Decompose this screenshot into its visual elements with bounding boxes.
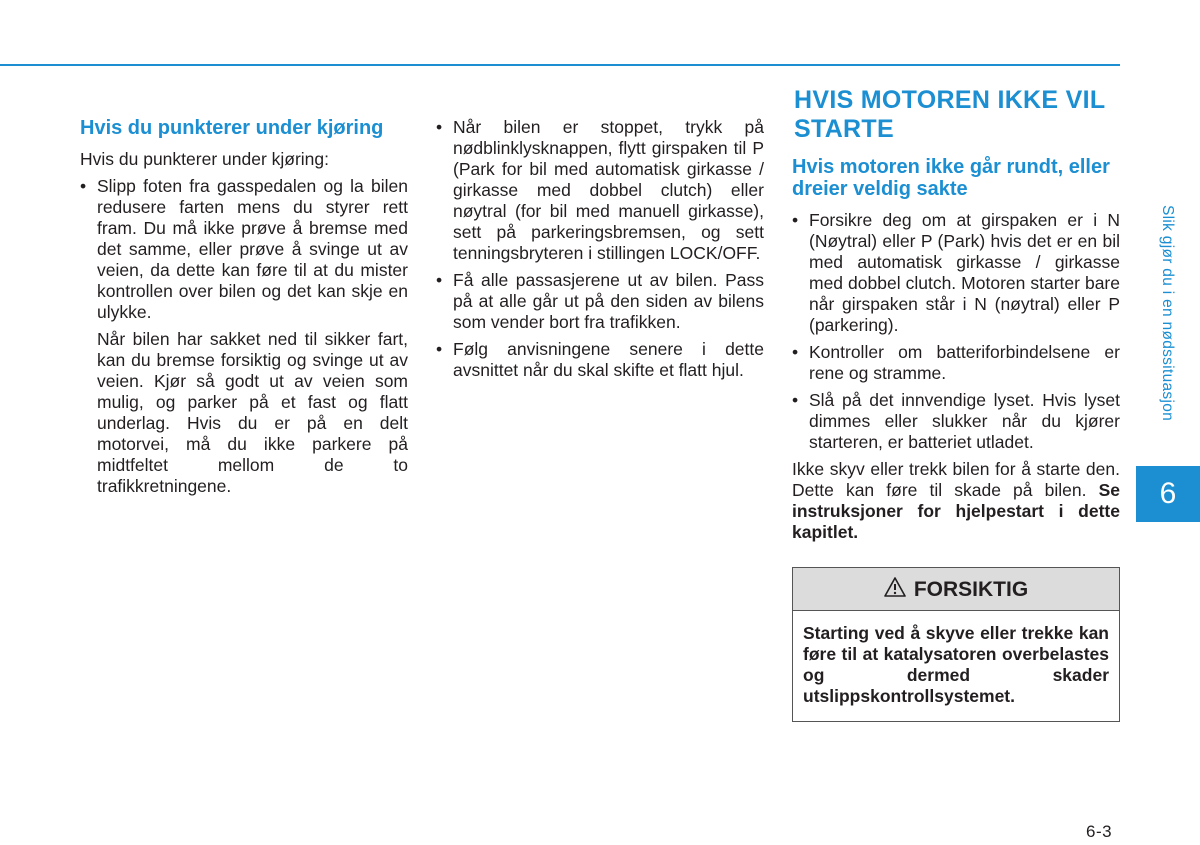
section-title: HVIS MOTOREN IKKE VIL STARTE	[794, 86, 1105, 143]
section-heading-flat-tire: Hvis du punkterer under kjøring	[80, 117, 384, 139]
list-item: • Når bilen er stoppet, trykk på nødblinklysknappen, flytt girspaken til P (Park for bil med automatisk girkasse / girkasse med dobbel clutch) eller nøytral (for bil med manuell girkasse), sett på parkeringsbremsen, og sett tenningsbryteren i stillingen LOCK/OFF.	[436, 117, 764, 264]
list-item: • Slå på det innvendige lyset. Hvis lyset dimmes eller slukker når du kjører starteren, er batteriet utladet.	[792, 390, 1120, 453]
push-start-paragraph	[792, 459, 1120, 543]
column-flat-tire-steps	[436, 117, 764, 387]
list-item: • Følg anvisningene senere i dette avsnittet når du skal skifte et flatt hjul.	[436, 339, 764, 381]
column-engine-will-not-start	[792, 86, 1120, 722]
push-start-text: Ikke skyv eller trekk bilen for å starte den. Dette kan føre til skade på bilen.	[792, 459, 1120, 500]
bullet-list	[436, 117, 764, 381]
continuation-text: Når bilen har sakket ned til sikker fart, kan du bremse forsiktig og svinge ut av veien. Kjør så godt ut av veien som mulig, og parker på et fast og flatt underlag. Hvis du er på en delt motorvei, må du ikke parkere på midtfeltet mellom de to trafikkretningene.	[97, 329, 408, 496]
caution-text: Starting ved å skyve eller trekke kan føre til at katalysatoren overbelastes og dermed skader utslippskontrollsystemet.	[803, 623, 1109, 706]
caution-title: FORSIKTIG	[913, 577, 1029, 601]
page-number: 6-3	[1086, 822, 1113, 841]
list-item: • Få alle passasjerene ut av bilen. Pass på at alle går ut på den siden av bilens som vender bort fra trafikken.	[436, 270, 764, 333]
caution-box	[792, 567, 1120, 722]
warning-triangle-icon	[884, 577, 906, 602]
jump-start-reference: Se instruksjoner for hjelpestart i dette kapitlet.	[792, 480, 1120, 542]
list-item: • Forsikre deg om at girspaken er i N (Nøytral) eller P (Park) hvis det er en bil med automatisk girkasse / girkasse med dobbel clutch. Motoren starter bare når girspaken står i N (nøytral) eller P (parkering).	[792, 210, 1120, 336]
header-rule	[0, 64, 1120, 66]
intro-text: Hvis du punkterer under kjøring:	[80, 149, 329, 169]
section-subheading: Hvis motoren ikke går rundt, eller dreier veldig sakte	[792, 156, 1110, 200]
chapter-tab-number: 6	[1136, 466, 1200, 522]
chapter-tab-label: Slik gjør du i en nødssituasjon	[1159, 205, 1176, 422]
column-flat-tire-driving	[80, 117, 408, 503]
bullet-list	[792, 210, 1120, 453]
list-item: • Slipp foten fra gasspedalen og la bilen redusere farten mens du styrer rett fram. Du må ikke prøve å bremse med det samme, eller prøve å svinge ut av veien, da dette kan føre til at du mister kontrollen over bilen og det kan skje en ulykke.	[80, 176, 408, 323]
list-item: • Kontroller om batteriforbindelsene er rene og stramme.	[792, 342, 1120, 384]
caution-header	[793, 568, 1119, 611]
bullet-list	[80, 176, 408, 323]
